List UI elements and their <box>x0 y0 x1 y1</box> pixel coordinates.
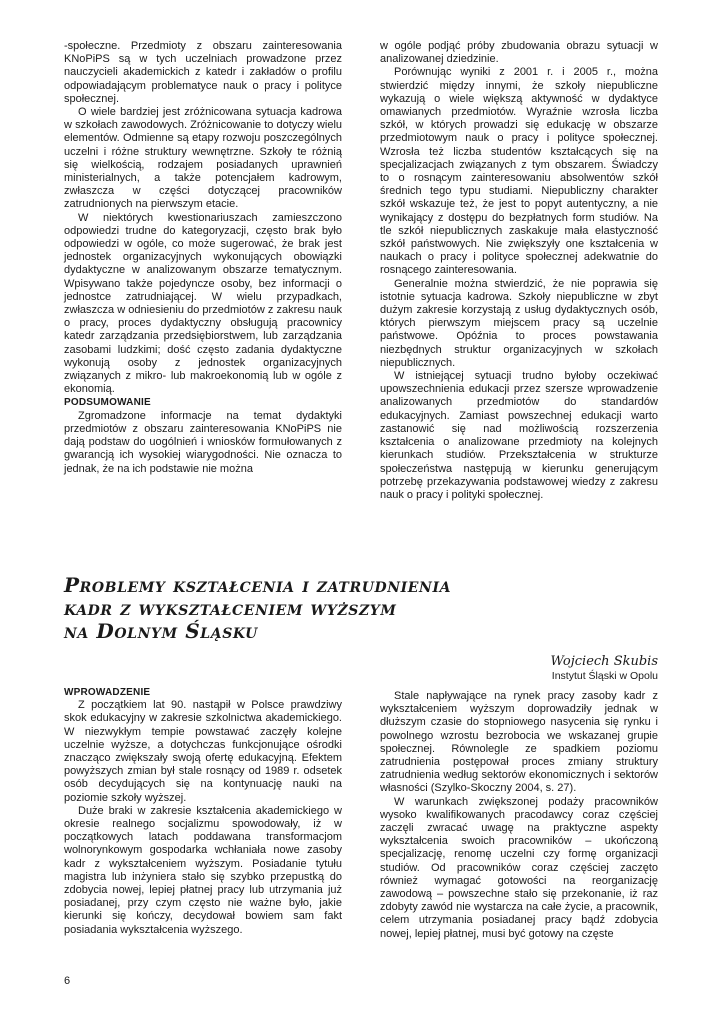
body-paragraph: W istniejącej sytuacji trudno byłoby oczekiwać upowszechnienia edukacji przez szersze wprowadzenie analizowanych przedmiotów do standardów edukacyjnych. Zamiast powszechnej edukacji warto zastanowić się nad możliwością rozszerzenia kształcenia o analizowane przedmioty na kolejnych kierunkach studiów. Przekształcenia w strukturze społeczeństwa następują w kierunku generującym potrzebę przekazywania podstawowej wiedzy z zakresu nauk o pracy i polityki społecznej. <box>380 370 658 501</box>
body-paragraph: Zgromadzone informacje na temat dydaktyki przedmiotów z obszaru zainteresowania KNoPiPS nie dają podstaw do uogólnień i wniosków formułowanych z gwarancją ich wysokiej wiarygodności. Nie oznacza to jednak, że na ich podstawie nie można <box>64 409 342 475</box>
article-left-column <box>64 686 342 937</box>
page-number: 6 <box>64 975 71 987</box>
author-affiliation: Instytut Śląski w Opolu <box>551 670 658 682</box>
article-right-column <box>380 690 658 941</box>
top-right-column <box>380 40 658 502</box>
body-paragraph: O wiele bardziej jest zróżnicowana sytuacja kadrowa w szkołach zawodowych. Zróżnicowanie to dotyczy wielu elementów. Odmienne są etapy rozwoju poszczególnych uczelni i różne struktury wewnętrzne. Szkoły te różnią się wielkością, rodzajem posiadanych uprawnień ministerialnych, a także potencjałem kadrowym, zwłaszcza w części dotyczącej pracowników zatrudnionych na pierwszym etacie. <box>64 106 342 211</box>
body-paragraph: -społeczne. Przedmioty z obszaru zainteresowania KNoPiPS są w tych uczelniach prowadzone przez nauczycieli akademickich z katedr i zakładów o profilu odpowiadającym problematyce nauk o pracy i polityce społecznej. <box>64 40 342 105</box>
top-left-column <box>64 40 342 476</box>
body-paragraph: Porównując wyniki z 2001 r. i 2005 r., można stwierdzić między innymi, że szkoły niepubliczne wykazują o wiele większą aktywność w dydaktyce omawianych przedmiotów. Wyraźnie wzrosła liczba szkół, w których prowadzi się edukację w obszarze przedmiotowym nauk o pracy i polityce społecznej. Wzrosła też liczba studentów kształcących się na specjalizacjach związanych z tym obszarem. Świadczy to o rosnącym zainteresowaniu absolwentów szkół średnich tego typu studiami. Niepubliczny charakter szkół wskazuje też, że jest to popyt autentyczny, a nie wynikający z dostępu do bezpłatnych form studiów. Na tle szkół niepublicznych zaskakuje mała elastyczność szkół państwowych. Nie zwiększyły one kształcenia w naukach o pracy i polityce społecznej adekwatnie do rosnącego zainteresowania. <box>380 66 658 277</box>
body-paragraph: Z początkiem lat 90. nastąpił w Polsce prawdziwy skok edukacyjny w zakresie szkolnictwa akademickiego. W niezwykłym tempie powstawać zaczęły kolejne uczelnie wyższe, a dotychczas funkcjonujące ośrodki znacząco zwiększały swoją ofertę edukacyjną. Efektem powyższych zmian był stale rosnący od 1989 r. odsetek osób decydujących się na kontynuację nauki na poziomie szkoły wyższej. <box>64 699 342 804</box>
author-name: Wojciech Skubis <box>550 654 658 669</box>
article-title-line: na Dolnym Śląsku <box>64 619 258 643</box>
body-paragraph: Generalnie można stwierdzić, że nie poprawia się istotnie sytuacja kadrowa. Szkoły niepubliczne w zbyt dużym zakresie korzystają z usług dydaktycznych osób, których pierwszym miejscem pracy są uczelnie państwowe. Opóźnia to proces powstawania niezbędnych struktur organizacyjnych w szkołach niepublicznych. <box>380 277 658 369</box>
body-paragraph: Duże braki w zakresie kształcenia akademickiego w okresie realnego socjalizmu spowodowały, iż w początkowych latach poddawana transformacjom wolnorynkowym gospodarka wchłaniała nowe zasoby kadr z wykształceniem wyższym. Posiadanie tytułu magistra lub inżyniera stało się szybko przepustką do zdobycia nowej, lepiej płatnej pracy lub utrzymania już posiadanej, przy czym często nie ważne było, jakie kierunki się kończy, decydował bowiem sam fakt posiadania wykształcenia wyższego. <box>64 804 342 936</box>
article-title-line: Problemy kształcenia i zatrudnienia <box>64 573 452 597</box>
section-heading-introduction: WPROWADZENIE <box>64 687 151 698</box>
body-paragraph: W warunkach zwiększonej podaży pracowników wysoko kwalifikowanych pracodawcy coraz częściej zaczęli zwracać uwagę na praktyczne aspekty wykształcenia swoich pracowników – ukończoną specjalizację, renomę uczelni czy formę organizacji studiów. Od pracowników coraz częściej zaczęto również wymagać gotowości na reorganizację zawodową – powszechne stało się przekonanie, iż raz zdobyty zawód nie wystarcza na całe życie, a pracownik, celem utrzymania posiadanej pracy bądź zdobycia nowej, lepiej płatnej, musi być gotowy na częste <box>380 795 658 940</box>
body-paragraph: w ogóle podjąć próby zbudowania obrazu sytuacji w analizowanej dziedzinie. <box>380 40 658 66</box>
article-title-line: kadr z wykształceniem wyższym <box>64 596 397 620</box>
section-heading-summary: PODSUMOWANIE <box>64 397 151 409</box>
body-paragraph: W niektórych kwestionariuszach zamieszczono odpowiedzi trudne do kategoryzacji, często brak było odpowiedzi w ogóle, co może sugerować, że brak jest jednostek organizacyjnych wykonujących obowiązki dydaktyczne w analizowanym obszarze tematycznym. Wpisywano także pojedyncze osoby, bez informacji o jednostce zatrudniającej. W wielu przypadkach, zwłaszcza w odniesieniu do przedmiotów z zakresu nauk o pracy, proces dydaktyczny obsługują pracownicy katedr zarządzania przedsiębiorstwem, lub zarządzania zasobami ludzkimi; dość często zadania dydaktyczne wykonują osoby z jednostek organizacyjnych związanych z mikro- lub makroekonomią lub w ogóle z ekonomią. <box>64 211 342 396</box>
body-paragraph: Stale napływające na rynek pracy zasoby kadr z wykształceniem wyższym doprowadziły jednak w dłuższym czasie do stopniowego nasycenia się rynku i powolnego wzrostu bezrobocia we wskazanej grupie społecznej. Równolegle ze spadkiem poziomu zatrudnienia postępował proces zmiany struktury zatrudnienia według sektorów ekonomicznych i sektorów własności (Szylko-Skoczny 2004, s. 27). <box>380 690 658 795</box>
article-title <box>64 574 624 643</box>
